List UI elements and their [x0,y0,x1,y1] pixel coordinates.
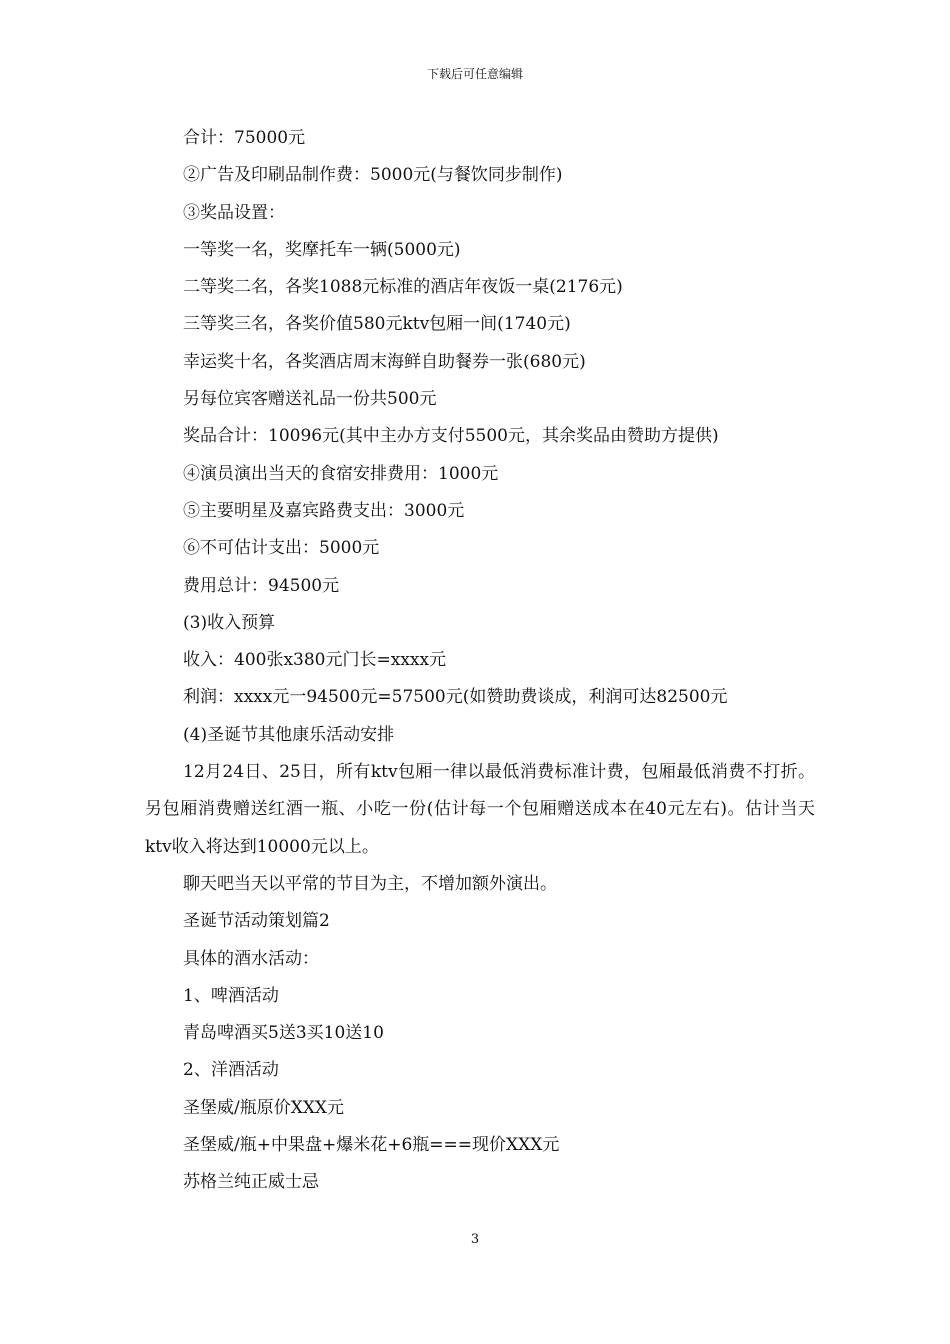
text-line: 苏格兰纯正威士忌 [183,1172,319,1193]
text-line: 聊天吧当天以平常的节目为主，不增加额外演出。 [183,873,557,894]
text-line: ③奖品设置： [183,202,285,223]
text-line: ⑥不可估计支出：5000元 [183,538,380,559]
text-line: 三等奖三名，各奖价值580元ktv包厢一间(1740元) [183,314,571,335]
text-line: 利润：xxxx元一94500元=57500元(如赞助费谈成，利润可达82500元 [183,687,728,708]
text-line: 圣堡威/瓶+中果盘+爆米花+6瓶===现价XXX元 [183,1135,560,1156]
text-line: 1、啤酒活动 [183,985,279,1006]
text-line: 一等奖一名，奖摩托车一辆(5000元) [183,239,461,260]
page-number: 3 [470,1232,480,1247]
text-line: ②广告及印刷品制作费：5000元(与餐饮同步制作) [183,165,563,186]
text-line: ④演员演出当天的食宿安排费用：1000元 [183,463,499,484]
document-body [145,120,815,1202]
text-line: 二等奖二名，各奖1088元标准的酒店年夜饭一桌(2176元) [183,277,623,298]
text-line: 圣堡威/瓶原价XXX元 [183,1097,345,1118]
text-line: 合计：75000元 [183,128,306,148]
text-line: ⑤主要明星及嘉宾路费支出：3000元 [183,500,465,521]
section-title: 圣诞节活动策划篇2 [183,911,330,932]
body-paragraph: 12月24日、25日，所有ktv包厢一律以最低消费标准计费，包厢最低消费不打折。另包厢消费赠送红酒一瓶、小吃一份(估计每一个包厢赠送成本在40元左右)。估计当天ktv收入将达到10000元以上。 [145,762,815,857]
page-header: 下载后可任意编辑 [426,67,523,81]
text-line: 青岛啤酒买5送3买10送10 [183,1023,384,1044]
text-line: (4)圣诞节其他康乐活动安排 [183,724,395,745]
text-line: 奖品合计：10096元(其中主办方支付5500元，其余奖品由赞助方提供) [183,426,719,447]
text-line: 费用总计：94500元 [183,575,340,596]
text-line: 另每位宾客赠送礼品一份共500元 [183,389,437,410]
text-line: 幸运奖十名，各奖酒店周末海鲜自助餐券一张(680元) [183,351,586,372]
text-line: 具体的酒水活动： [183,948,319,969]
text-line: (3)收入预算 [183,612,276,633]
text-line: 2、洋酒活动 [183,1060,279,1081]
text-line: 收入：400张x380元门长=xxxx元 [183,650,447,671]
